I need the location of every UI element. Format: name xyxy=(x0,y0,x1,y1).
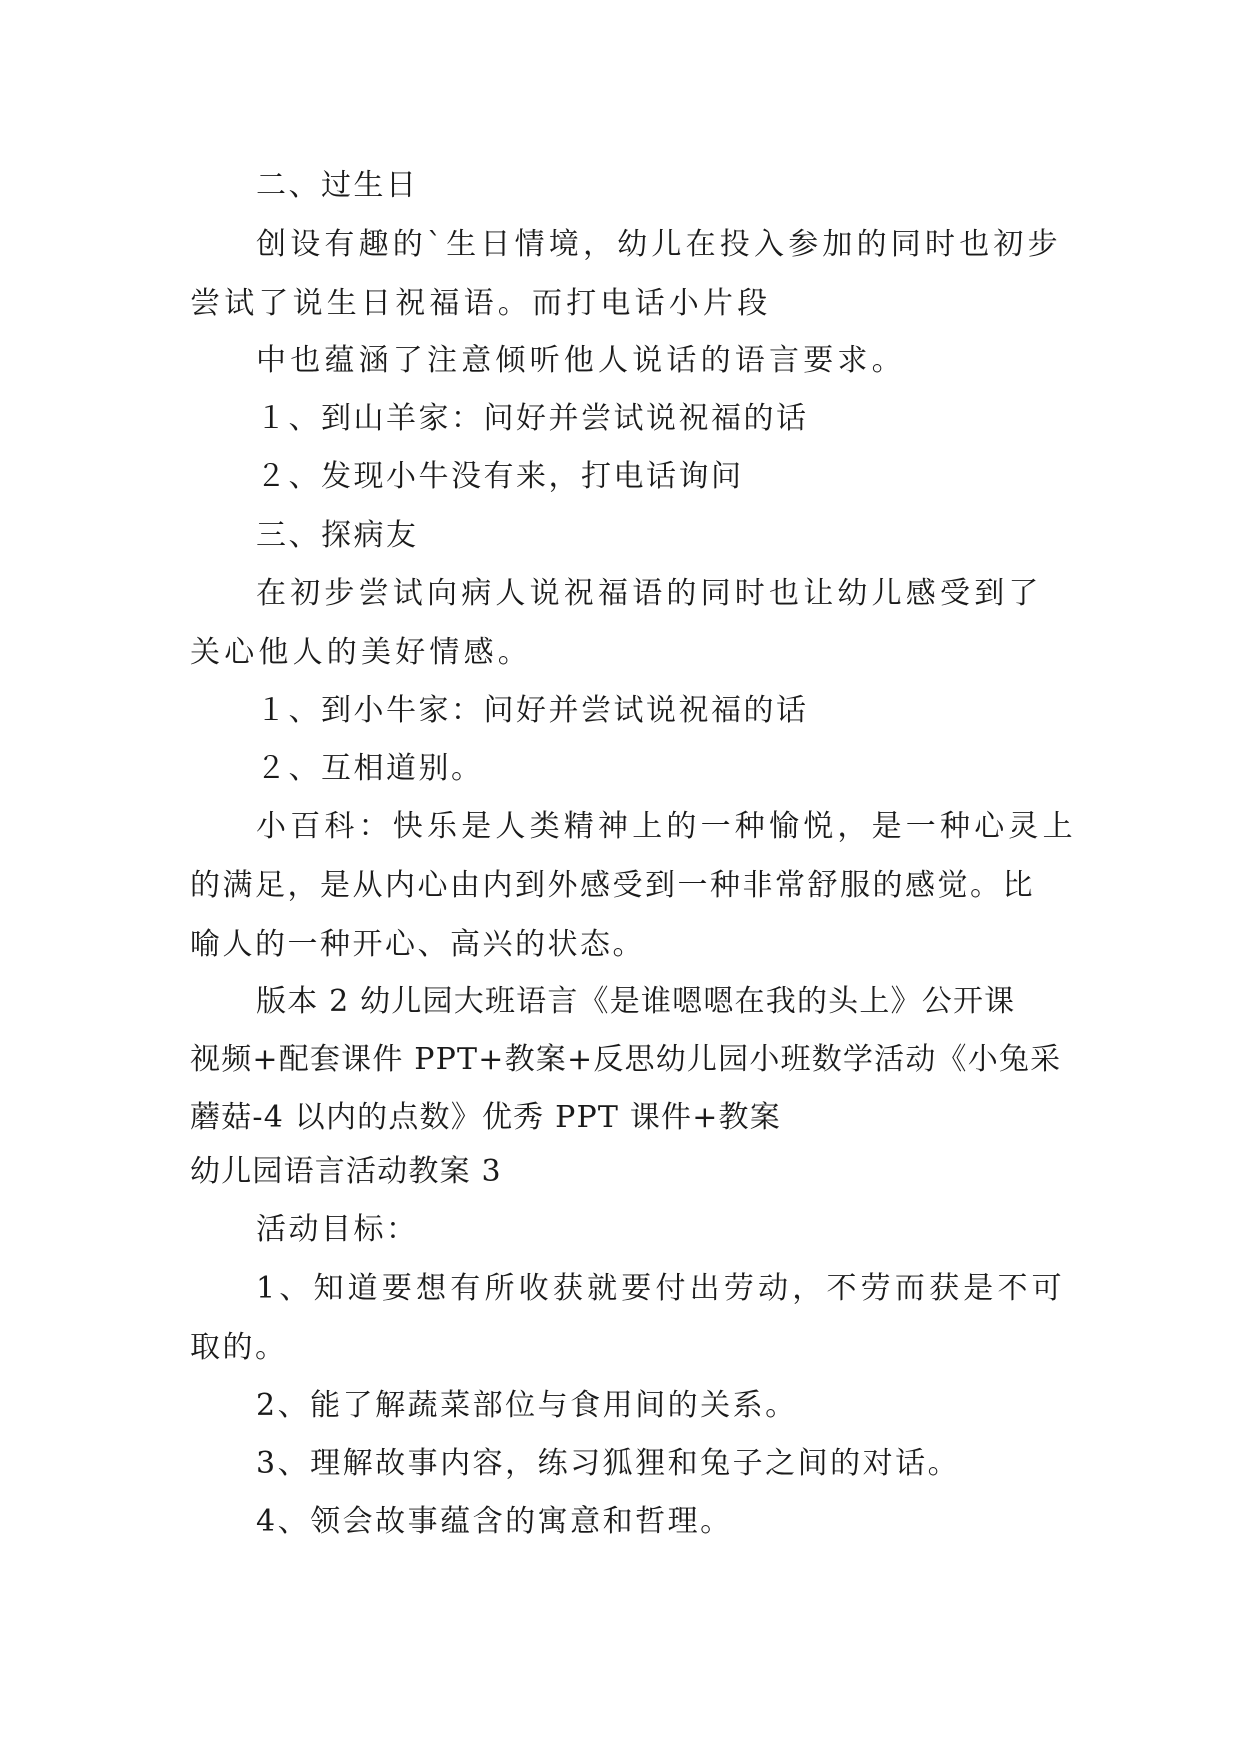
paragraph-line: 创设有趣的`生日情境，幼儿在投入参加的同时也初步 xyxy=(256,227,1062,262)
list-item: １、到小牛家：问好并尝试说祝福的话 xyxy=(256,693,809,728)
list-item: １、到山羊家：问好并尝试说祝福的话 xyxy=(256,401,809,436)
list-item: 3、理解故事内容，练习狐狸和兔子之间的对话。 xyxy=(256,1446,961,1481)
paragraph-line: 版本 2 幼儿园大班语言《是谁嗯嗯在我的头上》公开课 xyxy=(256,984,1016,1019)
list-item: 1、知道要想有所收获就要付出劳动，不劳而获是不可 xyxy=(256,1271,1066,1306)
section-heading: 二、过生日 xyxy=(256,168,419,203)
paragraph-line: 蘑菇-4 以内的点数》优秀 PPT 课件+教案 xyxy=(190,1100,781,1135)
paragraph-line: 喻人的一种开心、高兴的状态。 xyxy=(190,927,645,962)
list-item: ２、发现小牛没有来，打电话询问 xyxy=(256,459,744,494)
paragraph-line: 在初步尝试向病人说祝福语的同时也让幼儿感受到了 xyxy=(256,576,1043,611)
paragraph-line: 尝试了说生日祝福语。而打电话小片段 xyxy=(190,286,772,321)
paragraph-line: 关心他人的美好情感。 xyxy=(190,635,532,670)
section-heading: 三、探病友 xyxy=(256,518,419,553)
list-item: 2、能了解蔬菜部位与食用间的关系。 xyxy=(256,1388,798,1423)
list-item: 4、领会故事蕴含的寓意和哲理。 xyxy=(256,1504,733,1539)
list-item: ２、互相道别。 xyxy=(256,751,484,786)
paragraph-line: 小百科：快乐是人类精神上的一种愉悦，是一种心灵上 xyxy=(256,809,1077,844)
paragraph-line: 的满足，是从内心由内到外感受到一种非常舒服的感觉。比 xyxy=(190,868,1035,903)
paragraph-line: 取的。 xyxy=(190,1330,288,1365)
paragraph-line: 视频+配套课件 PPT+教案+反思幼儿园小班数学活动《小兔采 xyxy=(190,1042,1062,1077)
document-title: 幼儿园语言活动教案 3 xyxy=(190,1154,502,1189)
paragraph-line: 中也蕴涵了注意倾听他人说话的语言要求。 xyxy=(256,343,906,378)
section-heading: 活动目标： xyxy=(256,1212,419,1247)
